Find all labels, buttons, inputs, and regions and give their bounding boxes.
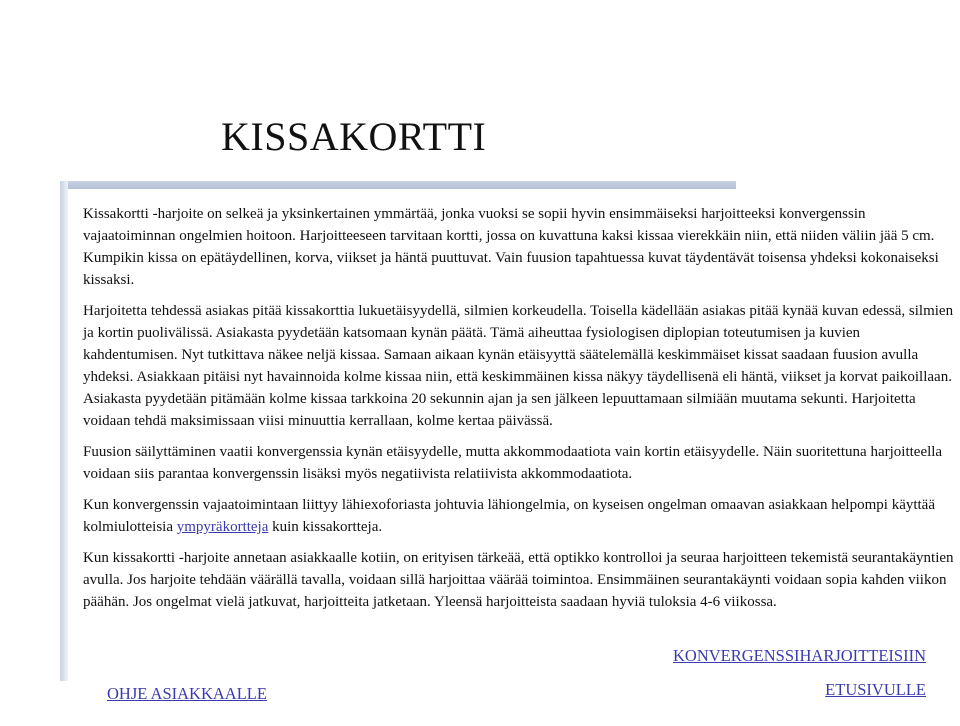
- decorative-horizontal-bar: [60, 181, 736, 189]
- article-body: [83, 203, 955, 622]
- page-title: KISSAKORTTI: [221, 114, 487, 159]
- paragraph-followup: Kun kissakortti -harjoite annetaan asiakkaalle kotiin, on erityisen tärkeää, että optikko kontrolloi ja seuraa harjoitteen tekemistä seurantakäyntien avulla. Jos harjoite tehdään väärällä tavalla, voidaan sillä harjoittaa väärää toimintoa. Ensimmäinen seurantakäynti voidaan sopia kahden viikon päähän. Jos ongelmat vielä jatkuvat, harjoitteita jatketaan. Yleensä harjoitteista saadaan hyviä tuloksia 4-6 viikossa.: [83, 550, 954, 610]
- paragraph-fusion: Fuusion säilyttäminen vaatii konvergenssia kynän etäisyydelle, mutta akkommodaatiota vain kortin etäisyydelle. Näin suoritettuna harjoitteella voidaan siis parantaa konvergenssin lisäksi myös negatiivista relatiivista akkommodaatiota.: [83, 444, 943, 482]
- konvergenssiharjoitteisiin-link[interactable]: KONVERGENSSIHARJOITTEISIIN: [673, 646, 926, 665]
- paragraph-instructions: Harjoitetta tehdessä asiakas pitää kissakorttia lukuetäisyydellä, silmien korkeudella. Toisella kädellään asiakas pitää kynää kuvan edessä, silmien ja kortin puolivälissä. Asiakasta pyydetään katsomaan kynän päätä. Tämä aiheuttaa fysiologisen diplopian toteutumisen ja kuvien kahdentumisen. Nyt tutkittava näkee neljä kissaa. Samaan aikaan kynän etäisyyttä säätelemällä keskimmäiset kissat saadaan fuusion avulla yhdeksi. Asiakkaan pitäisi nyt havainnoida kolme kissaa niin, että keskimmäinen kissa näkyy täydellisenä eli häntä, viikset ja korvat paikoillaan. Asiakasta pyydetään pitämään kolme kissaa tarkkoina 20 sekunnin ajan ja sen jälkeen lepuuttamaan silmiään muutama sekunti. Harjoitetta voidaan tehdä maksimissaan viisi minuuttia kerrallaan, kolme kertaa päivässä.: [83, 303, 954, 429]
- paragraph-exophoria: [83, 494, 955, 538]
- ympyrakortteja-link[interactable]: ympyräkortteja: [176, 519, 269, 535]
- paragraph-exophoria-text-before: Kun konvergenssin vajaatoimintaan liittyy lähiexoforiasta johtuvia lähiongelmia, on kyseisen ongelman omaavan asiakkaan helpompi käyttää kolmiulotteisia: [83, 497, 935, 535]
- etusivulle-link[interactable]: ETUSIVULLE: [825, 680, 926, 699]
- decorative-vertical-bar: [60, 181, 68, 681]
- ohje-asiakkaalle-link[interactable]: OHJE ASIAKKAALLE: [107, 684, 267, 703]
- paragraph-exophoria-text-after: kuin kissakortteja.: [268, 519, 383, 535]
- paragraph-intro: Kissakortti -harjoite on selkeä ja yksinkertainen ymmärtää, jonka vuoksi se sopii hyvin ensimmäiseksi harjoitteeksi konvergenssin vajaatoiminnan ongelmien hoitoon. Harjoitteeseen tarvitaan kortti, jossa on kuvattuna kaksi kissaa vierekkäin niin, että niiden väliin jää 5 cm. Kumpikin kissa on epätäydellinen, korva, viikset ja häntä puuttuvat. Vain fuusion tapahtuessa kuvat täydentävät toisensa yhdeksi kokonaiseksi kissaksi.: [83, 206, 939, 288]
